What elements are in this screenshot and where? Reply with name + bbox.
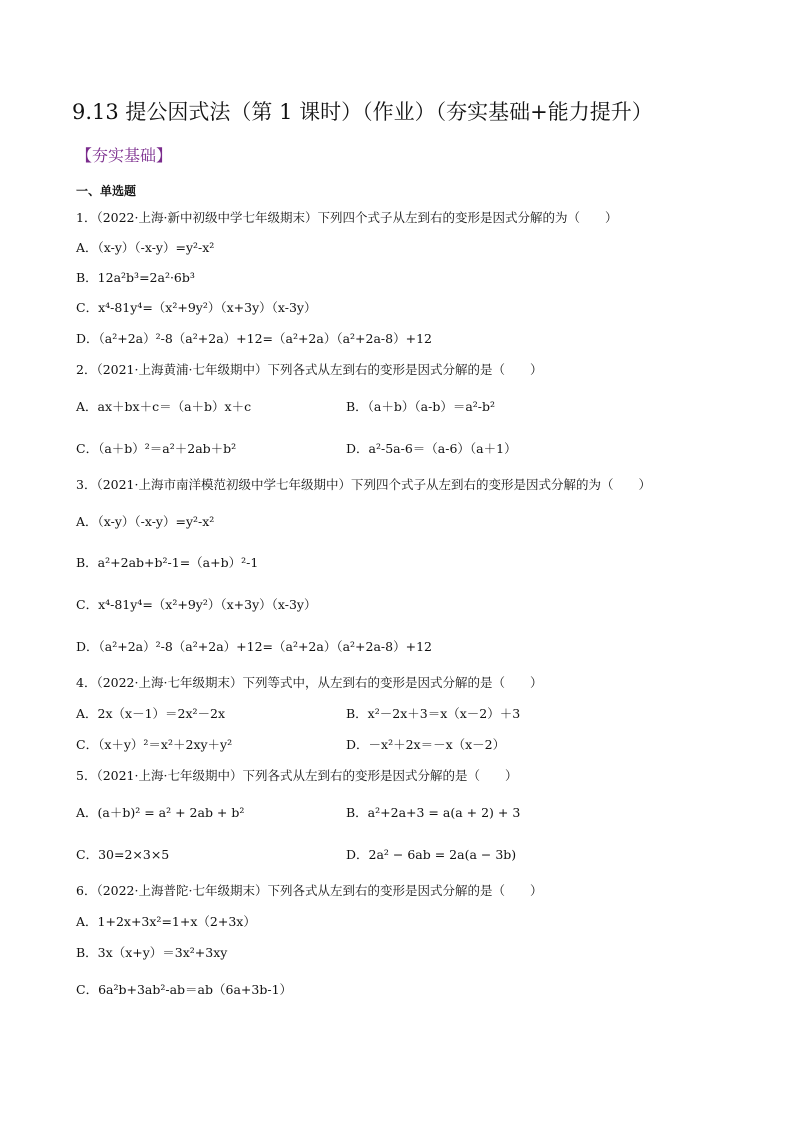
question-2-option-b: B．（a＋b）（a-b）＝a²-b² bbox=[346, 399, 496, 414]
question-5-option-b: B．a²+2a+3 = a(a + 2) + 3 bbox=[346, 805, 521, 820]
question-2-stem: 2．（2021·上海黄浦·七年级期中）下列各式从左到右的变形是因式分解的是（ ） bbox=[76, 362, 543, 377]
question-5-option-c: C．30=2×3×5 bbox=[76, 847, 170, 862]
question-4-option-a: A．2x（x－1）＝2x²－2x bbox=[76, 706, 226, 721]
question-5-option-a: A．(a＋b)² = a² + 2ab + b² bbox=[76, 805, 245, 820]
question-4-option-c: C．（x＋y）²＝x²＋2xy＋y² bbox=[76, 737, 233, 752]
question-1-option-d: D．（a²+2a）²-8（a²+2a）+12=（a²+2a）（a²+2a-8）+12 bbox=[76, 331, 432, 346]
question-6-option-c: C．6a²b+3ab²-ab＝ab（6a+3b-1） bbox=[76, 982, 293, 997]
question-4-stem: 4．（2022·上海·七年级期末）下列等式中，从左到右的变形是因式分解的是（ ） bbox=[76, 675, 543, 690]
question-4-option-d: D．－x²＋2x＝－x（x－2） bbox=[346, 737, 506, 752]
question-type-heading: 一、单选题 bbox=[76, 184, 137, 198]
section-heading: 【夯实基础】 bbox=[76, 146, 173, 165]
question-6-option-a: A．1+2x+3x²=1+x（2+3x） bbox=[76, 914, 256, 929]
question-3-option-c: C．x⁴-81y⁴=（x²+9y²）（x+3y）（x-3y） bbox=[76, 597, 317, 612]
question-1-option-b: B．12a²b³=2a²·6b³ bbox=[76, 270, 195, 285]
question-2-option-d: D．a²-5a-6＝（a-6）（a＋1） bbox=[346, 441, 517, 456]
question-3-option-b: B．a²+2ab+b²-1=（a+b）²-1 bbox=[76, 555, 259, 570]
question-1-option-c: C．x⁴-81y⁴=（x²+9y²）（x+3y）（x-3y） bbox=[76, 300, 317, 315]
page-title: 9.13 提公因式法（第 1 课时）（作业）（夯实基础+能力提升） bbox=[72, 100, 653, 124]
question-6-stem: 6．（2022·上海普陀·七年级期末）下列各式从左到右的变形是因式分解的是（ ） bbox=[76, 883, 543, 898]
question-1-stem: 1．（2022·上海·新中初级中学七年级期末）下列四个式子从左到右的变形是因式分解的为（ ） bbox=[76, 210, 618, 225]
question-4-option-b: B．x²－2x＋3＝x（x－2）＋3 bbox=[346, 706, 521, 721]
question-2-option-a: A．ax＋bx＋c＝（a＋b）x＋c bbox=[76, 399, 252, 414]
question-6-option-b: B．3x（x+y）＝3x²+3xy bbox=[76, 945, 228, 960]
question-5-stem: 5．（2021·上海·七年级期中）下列各式从左到右的变形是因式分解的是（ ） bbox=[76, 768, 518, 783]
question-3-option-d: D．（a²+2a）²-8（a²+2a）+12=（a²+2a）（a²+2a-8）+12 bbox=[76, 639, 432, 654]
question-5-option-d: D．2a² − 6ab = 2a(a − 3b) bbox=[346, 847, 517, 862]
question-1-option-a: A．（x-y）（-x-y）=y²-x² bbox=[76, 240, 215, 255]
question-2-option-c: C．（a＋b）²＝a²＋2ab＋b² bbox=[76, 441, 237, 456]
question-3-stem: 3．（2021·上海市南洋模范初级中学七年级期中）下列四个式子从左到右的变形是因式分解的为（ ） bbox=[76, 477, 651, 492]
question-3-option-a: A．（x-y）（-x-y）=y²-x² bbox=[76, 514, 215, 529]
